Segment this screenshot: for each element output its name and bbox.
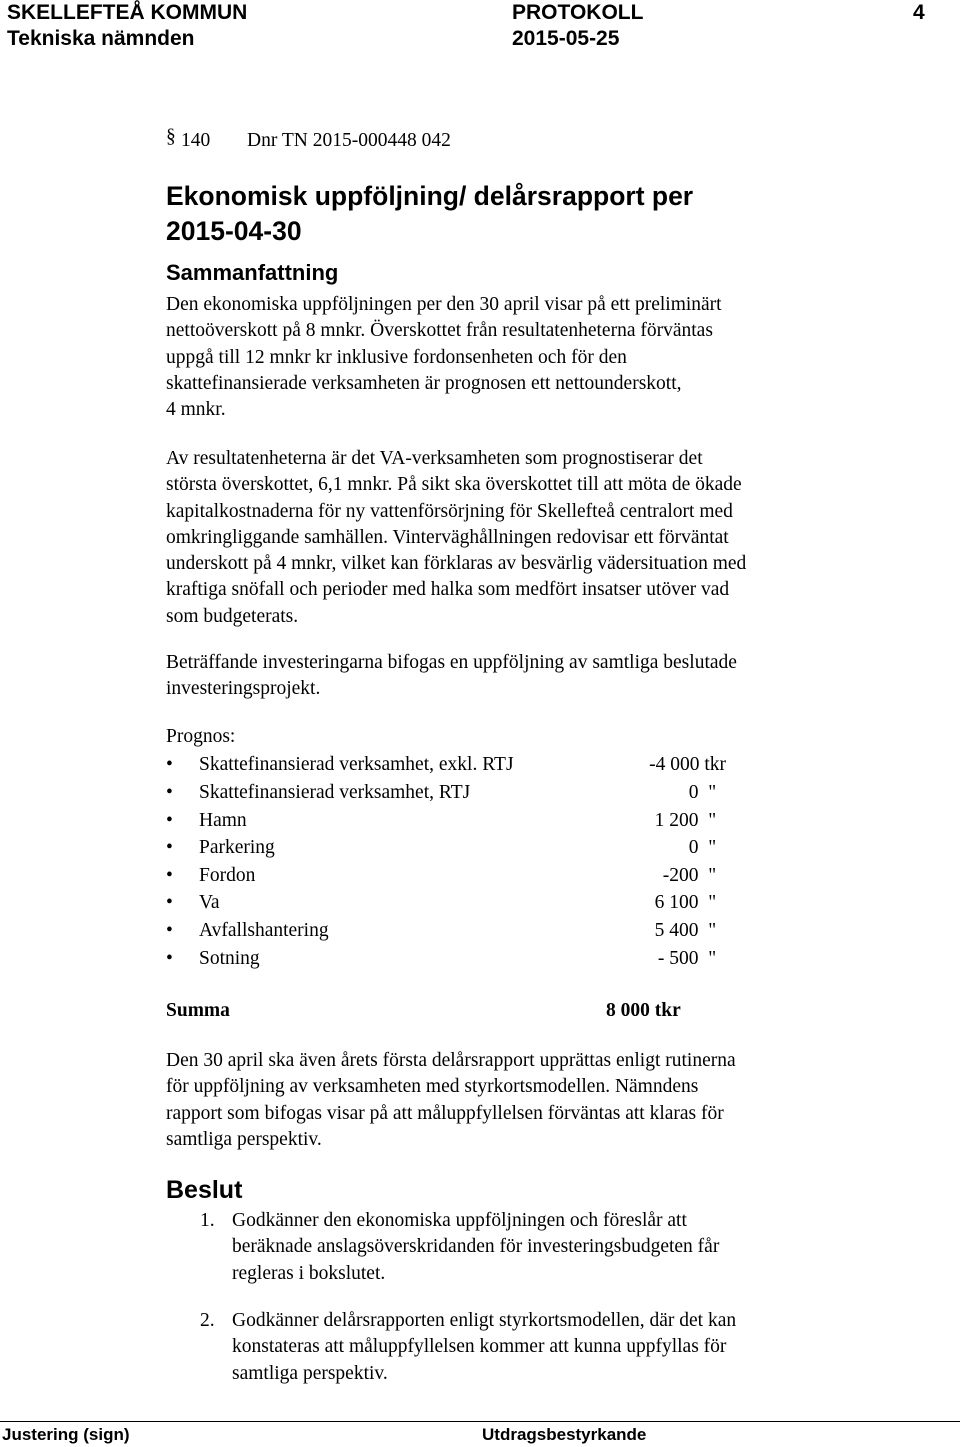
forecast-row: [166, 807, 726, 834]
text-line: Av resultatenheterna är det VA-verksamheten som prognostiserar det: [166, 448, 703, 469]
forecast-item-value: 6 100 ": [654, 892, 726, 913]
page-title-date: 2015-04-30: [166, 216, 302, 246]
forecast-item-name: Parkering: [199, 837, 275, 858]
text-line: Godkänner delårsrapporten enligt styrkortsmodellen, där det kan: [232, 1310, 737, 1331]
bullet-icon: •: [166, 810, 173, 831]
decision-number: 2.: [200, 1310, 215, 1331]
decision-number: 1.: [200, 1210, 215, 1231]
text-line: rapport som bifogas visar på att måluppfyllelsen förväntas att klaras för: [166, 1102, 724, 1124]
forecast-row: [166, 917, 726, 944]
forecast-total-label: Summa: [166, 1000, 230, 1021]
organization-name: SKELLEFTEÅ KOMMUN: [7, 1, 248, 24]
forecast-label: Prognos:: [166, 726, 236, 747]
footer-divider: [0, 1421, 960, 1422]
text-line: regleras i bokslutet.: [232, 1262, 386, 1284]
text-line: skattefinansierade verksamheten är prognosen ett nettounderskott,: [166, 372, 682, 394]
text-line: investeringsprojekt.: [166, 678, 321, 700]
decision-item-1: [232, 1208, 719, 1287]
bullet-icon: •: [166, 754, 173, 775]
forecast-row: [166, 862, 726, 889]
text-line: Den ekonomiska uppföljningen per den 30 april visar på ett preliminärt: [166, 294, 722, 315]
section-sign-icon: §: [166, 126, 176, 147]
text-line: för uppföljning av verksamheten med styrkortsmodellen. Nämndens: [166, 1076, 699, 1098]
text-line: omkringliggande samhällen. Vinterväghållningen redovisar ett förväntat: [166, 526, 729, 548]
forecast-item-value: 0 ": [688, 837, 726, 858]
document-type: PROTOKOLL: [512, 1, 644, 24]
text-line: Beträffande investeringarna bifogas en uppföljning av samtliga beslutade: [166, 652, 737, 673]
page-title: Ekonomisk uppföljning/ delårsrapport per: [166, 181, 694, 211]
forecast-row: [166, 945, 726, 972]
footer-signature-label: Justering (sign): [2, 1425, 130, 1444]
forecast-item-name: Va: [199, 892, 220, 913]
text-line: beräknade anslagsöverskridanden för investeringsbudgeten får: [232, 1236, 720, 1258]
forecast-item-value: 0 ": [688, 782, 726, 803]
forecast-row: [166, 834, 726, 861]
forecast-item-value: 1 200 ": [654, 810, 726, 831]
text-line: största överskottet, 6,1 mnkr. På sikt ska överskottet till att möta de ökade: [166, 474, 742, 496]
footer-certification-label: Utdragsbestyrkande: [482, 1425, 647, 1444]
forecast-item-value: - 500 ": [657, 948, 726, 969]
text-line: Godkänner den ekonomiska uppföljningen och föreslår att: [232, 1210, 687, 1231]
text-line: underskott på 4 mnkr, vilket kan förklaras av besvärlig vädersituation med: [166, 553, 747, 575]
bullet-icon: •: [166, 865, 173, 886]
text-line: samtliga perspektiv.: [166, 1128, 322, 1150]
forecast-item-value: 5 400 ": [654, 920, 726, 941]
text-line: nettoöverskott på 8 mnkr. Överskottet från resultatenheterna förväntas: [166, 320, 713, 342]
text-line: som budgeterats.: [166, 605, 299, 627]
text-line: samtliga perspektiv.: [232, 1362, 388, 1384]
text-line: Den 30 april ska även årets första delårsrapport upprättas enligt rutinerna: [166, 1050, 736, 1071]
closing-paragraph: [166, 1048, 856, 1153]
text-line: kraftiga snöfall och perioder med halka som medfört insatser utöver vad: [166, 579, 730, 601]
forecast-item-name: Avfallshantering: [199, 920, 329, 941]
summary-paragraph-1: [166, 292, 856, 423]
case-number: Dnr TN 2015-000448 042: [247, 130, 451, 151]
decision-item-2: [232, 1308, 736, 1387]
forecast-total-value: 8 000 tkr: [606, 1000, 681, 1021]
meeting-date: 2015-05-25: [512, 27, 620, 50]
text-line: konstateras att måluppfyllelsen kommer att kunna uppfyllas för: [232, 1336, 727, 1358]
page-number: 4: [913, 1, 925, 24]
board-name: Tekniska nämnden: [7, 27, 195, 50]
bullet-icon: •: [166, 782, 173, 803]
bullet-icon: •: [166, 837, 173, 858]
bullet-icon: •: [166, 948, 173, 969]
forecast-row: [166, 889, 726, 916]
summary-paragraph-2: [166, 446, 856, 630]
forecast-row: [166, 751, 726, 778]
forecast-item-name: Skattefinansierad verksamhet, exkl. RTJ: [199, 754, 514, 775]
text-line: 4 mnkr.: [166, 399, 226, 421]
bullet-icon: •: [166, 920, 173, 941]
summary-paragraph-3: [166, 650, 856, 703]
forecast-item-value: -4 000 tkr: [649, 754, 726, 775]
decision-heading: Beslut: [166, 1176, 243, 1204]
section-number: 140: [181, 130, 211, 151]
text-line: kapitalkostnaderna för ny vattenförsörjning för Skellefteå centralort med: [166, 500, 733, 522]
forecast-item-name: Skattefinansierad verksamhet, RTJ: [199, 782, 471, 803]
forecast-item-name: Hamn: [199, 810, 247, 831]
forecast-row: [166, 779, 726, 806]
text-line: uppgå till 12 mnkr kr inklusive fordonsenheten och för den: [166, 346, 627, 368]
forecast-item-name: Fordon: [199, 865, 256, 886]
forecast-item-value: -200 ": [662, 865, 726, 886]
forecast-item-name: Sotning: [199, 948, 260, 969]
summary-heading: Sammanfattning: [166, 260, 339, 285]
bullet-icon: •: [166, 892, 173, 913]
